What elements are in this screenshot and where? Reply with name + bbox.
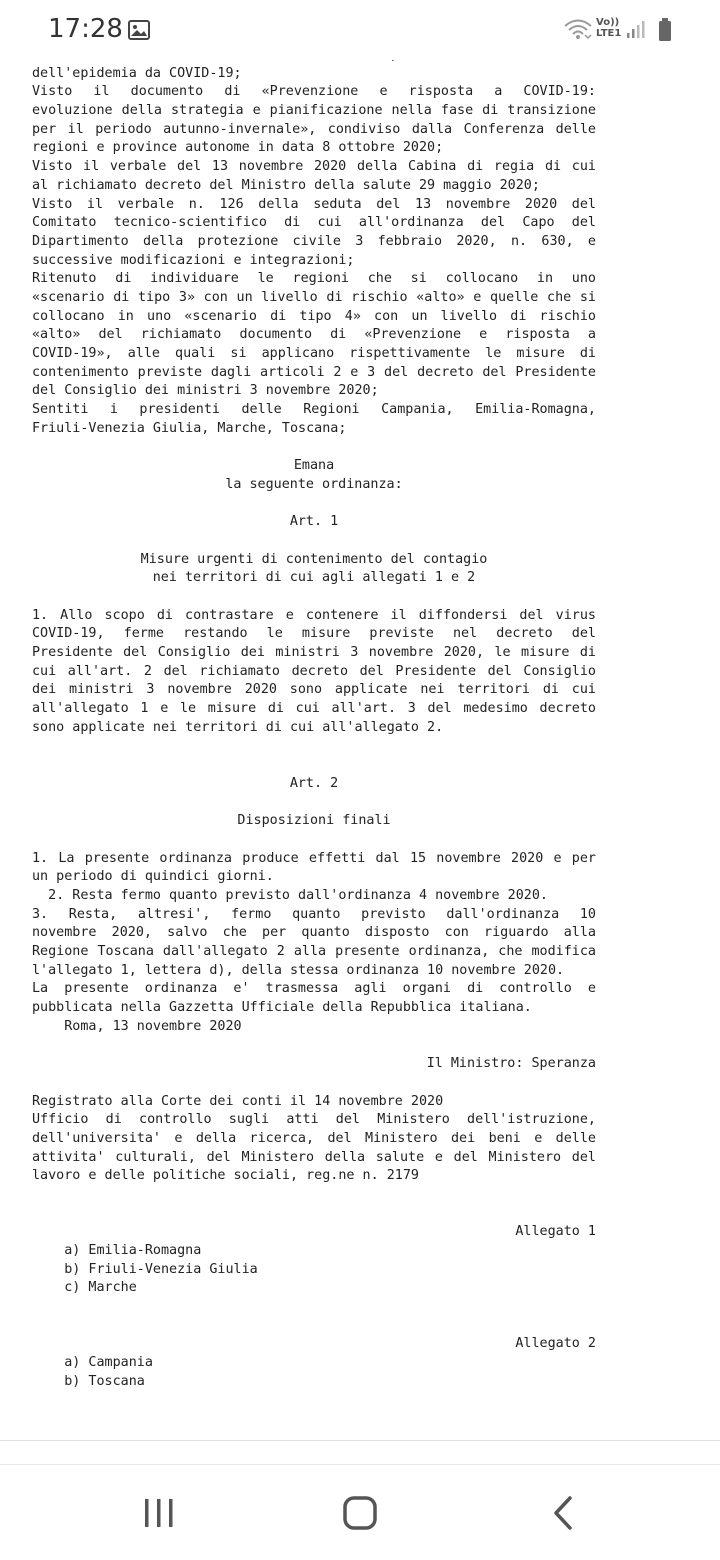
back-button[interactable] [552,1495,574,1531]
doc-line: «alto» del richiamato documento di «Prevenzione e risposta a [32,327,596,343]
doc-line: dell'universita' e della ricerca, del Ministero dei beni e delle [32,1130,596,1146]
divider [0,1440,720,1441]
doc-line: COVID-19», alle quali si applicano rispettivamente le misure di [32,346,596,361]
doc-line: dei ministri 3 novembre 2020 sono applicate nei territori di cui [32,682,596,698]
doc-date: Roma, 13 novembre 2020 [32,1018,242,1034]
ordinanza-heading: la seguente ordinanza: [225,476,403,492]
doc-line: Dipartimento della protezione civile 3 febbraio 2020, n. 630, e [32,233,596,249]
doc-line: Friuli-Venezia Giulia, Marche, Toscana; [32,420,347,436]
doc-line: Regione Toscana dall'allegato 2 alla presente ordinanza, che modifica [32,944,596,959]
doc-line: contenimento previste dagli articoli 2 e 3 del decreto del Presidente [32,364,596,380]
doc-line: COVID-19, ferme restando le misure previste nel decreto del [32,626,596,642]
doc-line: del Consiglio dei ministri 3 novembre 2020; [32,383,379,399]
doc-line: Visto il verbale del 13 novembre 2020 della Cabina di regia di cui [32,159,596,175]
doc-line: al richiamato decreto del Ministro della salute 29 maggio 2020; [32,177,540,193]
navigation-bar [0,1464,720,1560]
doc-line: La presente ordinanza e' trasmessa agli organi di controllo e [32,981,596,997]
home-button[interactable] [342,1495,378,1531]
doc-line: Presidente del Consiglio dei ministri 3 novembre 2020, le misure di [32,645,596,660]
doc-line: per il periodo autunno-invernale», condiviso dalla Conferenza delle [32,121,596,137]
clock: 17:28 [48,14,123,44]
allegato2-title: Allegato 2 [515,1336,596,1352]
doc-line: pubblicata nella Gazzetta Ufficiale della Repubblica italiana. [32,1000,532,1016]
doc-line: lavoro e delle politiche sociali, reg.ne n. 2179 [32,1168,419,1184]
list-item: a) Campania [32,1355,153,1371]
doc-line: Visto il verbale n. 126 della seduta del 13 novembre 2020 del [32,196,596,212]
doc-line: regioni e province autonome in data 8 ottobre 2020; [32,140,444,156]
art2-title: Art. 2 [289,775,339,791]
doc-line: novembre 2020, salvo che per quanto disposto con riguardo alla [32,925,596,941]
doc-line: 3. Resta, altresi', fermo quanto previsto dall'ordinanza 10 [32,906,596,922]
doc-line: un periodo di quindici giorni. [32,869,274,885]
doc-line: Ufficio di controllo sugli atti del Ministero dell'istruzione, [32,1112,596,1128]
gallery-icon [128,20,150,40]
doc-line: Ritenuto di individuare le regioni che si collocano in uno [32,271,596,287]
recents-button[interactable] [142,1497,176,1529]
doc-line: 1. Allo scopo di contrastare e contenere il diffondersi del virus [32,607,596,623]
doc-line: dell'epidemia da COVID-19; [32,65,242,81]
doc-line: Comitato tecnico-scientifico di cui all'ordinanza del Capo del [32,215,596,231]
network-label [596,17,621,39]
doc-line: collocano in uno «scenario di tipo 4» con un livello di rischio [32,308,596,324]
doc-line: cui all'art. 2 del richiamato decreto del Presidente del Consiglio [32,663,596,679]
art1-heading: nei territori di cui agli allegati 1 e 2 [152,570,476,586]
signature: Il Ministro: Speranza [426,1056,596,1072]
list-item: a) Emilia-Romagna [32,1243,202,1258]
volte-label: Vo)) [596,17,620,28]
doc-line: sono applicate nei territori di cui all'allegato 2. [32,719,444,735]
doc-line: Visto il documento di «Prevenzione e risposta a COVID-19: [32,84,596,100]
lte-label: LTE1 [596,28,622,39]
doc-line: Registrato alla Corte dei conti il 14 novembre 2020 [32,1093,444,1109]
list-item: c) Marche [32,1280,137,1296]
signal-icon [626,19,646,39]
doc-line: evoluzione della strategia e pianificazione nella fase di transizione [32,103,596,119]
status-bar [0,0,720,60]
doc-line: l'allegato 1, lettera d), della stessa ordinanza 10 novembre 2020. [32,962,565,978]
wifi-icon [563,18,593,40]
document-text [32,46,596,1392]
list-item: b) Friuli-Venezia Giulia [32,1261,258,1277]
art1-title: Art. 1 [289,514,339,530]
doc-line: Sentiti i presidenti delle Regioni Campania, Emilia-Romagna, [32,402,596,418]
allegato1-title: Allegato 1 [515,1224,596,1240]
list-item: b) Toscana [32,1373,145,1389]
art2-heading: Disposizioni finali [237,813,391,829]
doc-line: 1. La presente ordinanza produce effetti dal 15 novembre 2020 e per [32,850,596,866]
doc-line: «scenario di tipo 3» con un livello di rischio «alto» e quelle che si [32,289,596,305]
doc-line: all'allegato 1 e le misure di cui all'art. 3 del medesimo decreto [32,701,596,717]
doc-line: successive modificazioni e integrazioni; [32,252,355,268]
emana-heading: Emana [293,458,335,474]
battery-icon [658,18,672,42]
doc-line: attivita' culturali, del Ministero della salute e del Ministero del [32,1149,596,1165]
doc-line: 2. Resta fermo quanto previsto dall'ordinanza 4 novembre 2020. [32,887,548,903]
art1-heading: Misure urgenti di contenimento del contagio [140,551,488,567]
